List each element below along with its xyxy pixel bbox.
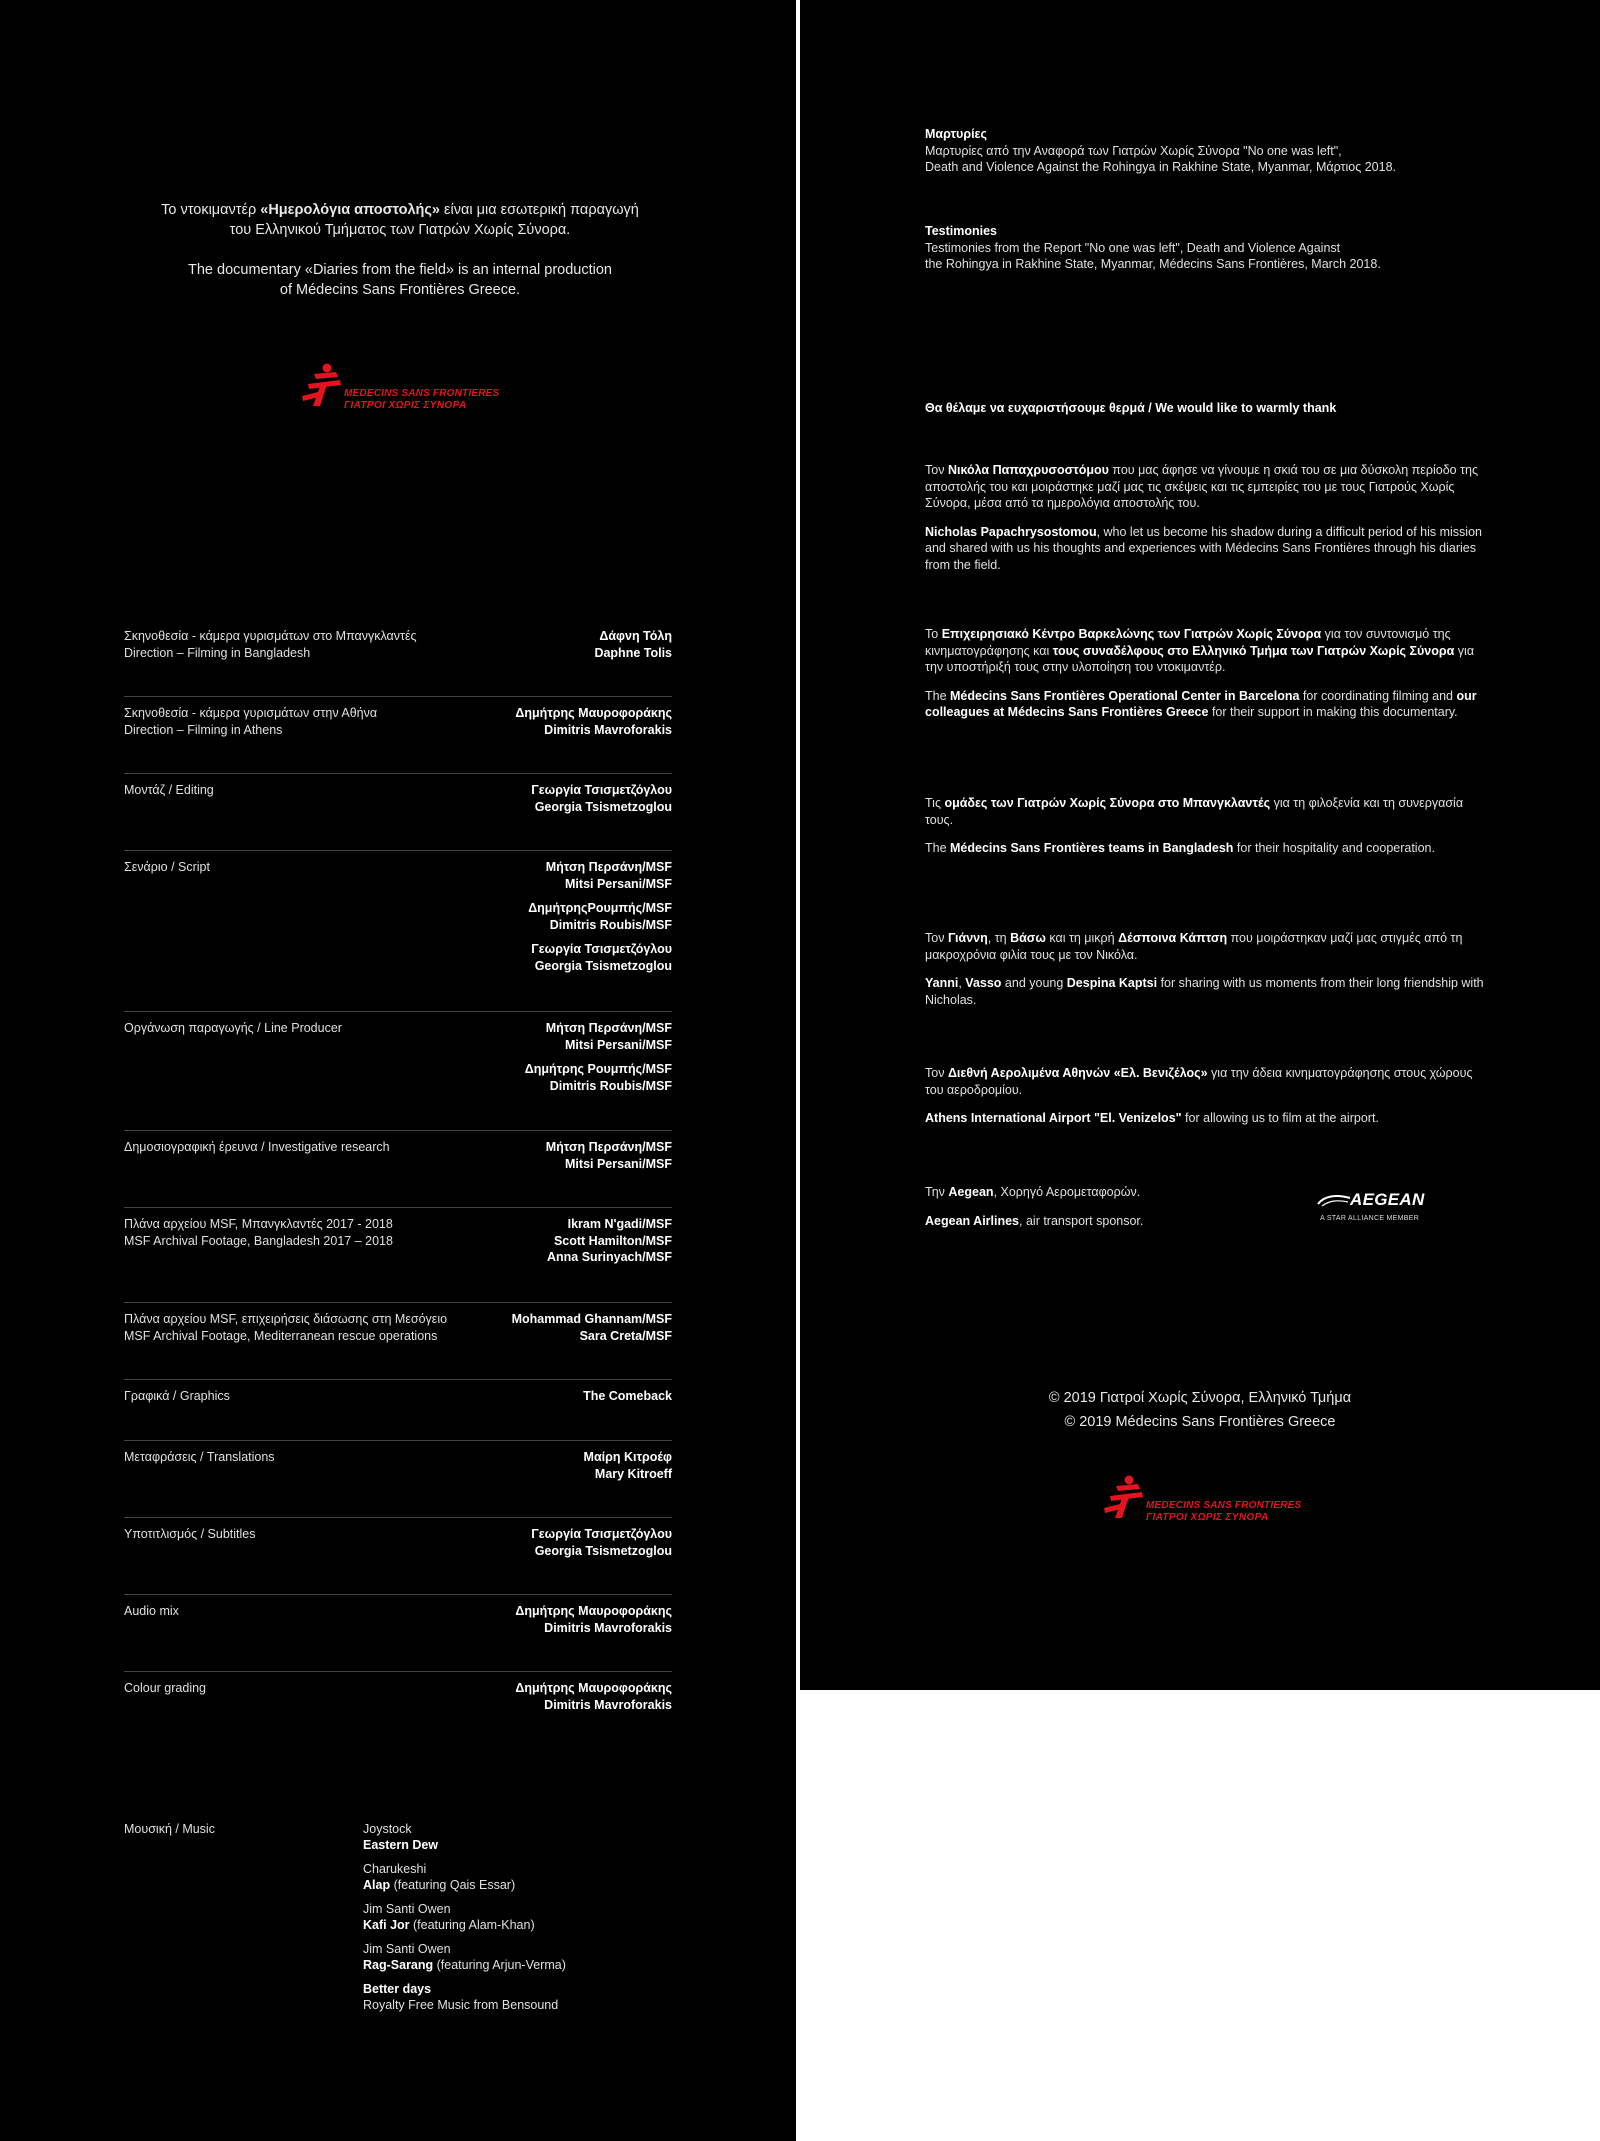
credit-names: Μήτση Περσάνη/MSF Mitsi Persani/MSF [545, 1140, 672, 1171]
credit-row [124, 1208, 672, 1303]
credit-names: Γεωργία Τσισμετζόγλου Georgia Tsismetzoglou [531, 783, 672, 814]
thanks-nicholas: Τον Νικόλα Παπαχρυσοστόμου που μας άφησε να γίνουμε η σκιά του σε μια δύσκολη περίοδο της αποστολής του και μοιράστηκε μαζί μας τις σκέψεις και τις εμπειρίες του με τους Γιατρούς Χωρίς Σύνορα, μέσα από τα ημερολόγια αποστολής του. Nicholas Papachrysostomou, who let us become his shadow during a difficult period of his mission and shared with us his thoughts and experiences with Médecins Sans Frontières through his diaries from the field. [925, 463, 1482, 572]
credit-names: Δημήτρης Μαυροφοράκης Dimitris Mavroforakis [515, 1604, 672, 1635]
music-tracks [363, 1822, 566, 2022]
credit-row [124, 1131, 672, 1208]
credit-row [124, 1441, 672, 1518]
credit-row [124, 620, 672, 697]
msf-logo: MEDECINS SANS FRONTIERES ΓΙΑΤΡΟΙ ΧΩΡΙΣ ΣΥΝΟΡΑ [300, 362, 510, 418]
copyright: © 2019 Γιατροί Χωρίς Σύνορα, Ελληνικό Τμήμα © 2019 Médecins Sans Frontières Greece [1048, 1390, 1352, 1430]
credit-role: Σκηνοθεσία - κάμερα γυρισμάτων στο Μπανγκλαντές Direction – Filming in Bangladesh [124, 629, 417, 660]
intro-english: The documentary «Diaries from the field» is an internal production of Médecins Sans Frontières Greece. [188, 262, 612, 298]
credit-names: Mohammad Ghannam/MSF Sara Creta/MSF [511, 1312, 672, 1343]
music-track: Better days Royalty Free Music from Bensound [363, 1982, 559, 2012]
credit-names: Μαίρη Κιτροέφ Mary Kitroeff [583, 1450, 672, 1481]
thanks-airport: Τον Διεθνή Αερολιμένα Αθηνών «Ελ. Βενιζέλος» για την άδεια κινηματογράφησης στους χώρους του αεροδρομίου. Athens International Airport "El. Venizelos" for allowing us to film at the airport. [925, 1066, 1473, 1125]
thanks-heading: Θα θέλαμε να ευχαριστήσουμε θερμά / We would like to warmly thank [925, 401, 1337, 415]
testimonies-greek: Μαρτυρίες Μαρτυρίες από την Αναφορά των Γιατρών Χωρίς Σύνορα "No one was left", Death and Violence Against the Rohingya in Rakhine State, Myanmar, Μάρτιος 2018. [925, 127, 1397, 174]
credit-role: Σενάριο / Script [124, 860, 210, 874]
credit-row [124, 1012, 672, 1131]
credit-role: Audio mix [124, 1604, 179, 1618]
credit-row [124, 1380, 672, 1441]
credit-names: Μήτση Περσάνη/MSF Mitsi Persani/MSF Δημήτρης Ρουμπής/MSF Dimitris Roubis/MSF [524, 1021, 672, 1093]
credit-names: Δημήτρης Μαυροφοράκης Dimitris Mavroforakis [515, 706, 672, 737]
aegean-logo: AEGEAN A STAR ALLIANCE MEMBER [1316, 1188, 1456, 1230]
credit-role: Μοντάζ / Editing [124, 783, 214, 797]
testimonies-english: Testimonies Testimonies from the Report "No one was left", Death and Violence Against the Rohingya in Rakhine State, Myanmar, Médecins Sans Frontières, March 2018. [925, 224, 1381, 271]
credit-role: Οργάνωση παραγωγής / Line Producer [124, 1021, 342, 1035]
intro-text [120, 200, 680, 320]
credit-role: Πλάνα αρχείου MSF, επιχειρήσεις διάσωσης στη Μεσόγειο MSF Archival Footage, Mediterranean rescue operations [124, 1312, 448, 1343]
credit-role: Πλάνα αρχείου MSF, Μπανγκλαντές 2017 - 2018 MSF Archival Footage, Bangladesh 2017 – 2018 [124, 1217, 393, 1248]
msf-logo-footer: MEDECINS SANS FRONTIERES ΓΙΑΤΡΟΙ ΧΩΡΙΣ ΣΥΝΟΡΑ [1102, 1474, 1312, 1530]
msf-runner-icon [300, 362, 350, 408]
credit-row [124, 1672, 672, 1732]
credits-list [124, 620, 672, 1732]
credit-names: Γεωργία Τσισμετζόγλου Georgia Tsismetzoglou [531, 1527, 672, 1558]
msf-runner-icon [1102, 1474, 1152, 1520]
credit-row [124, 1595, 672, 1672]
music-label: Μουσική / Music [124, 1822, 215, 1836]
intro-greek: Το ντοκιμαντέρ «Ημερολόγια αποστολής» είναι μια εσωτερική παραγωγή του Ελληνικού Τμήματος των Γιατρών Χωρίς Σύνορα. [161, 202, 639, 238]
credit-names: The Comeback [583, 1389, 672, 1403]
music-track: Jim Santi Owen Rag-Sarang (featuring Arjun-Verma) [363, 1942, 566, 1972]
music-track: Jim Santi Owen Kafi Jor (featuring Alam-Khan) [363, 1902, 535, 1932]
credit-names: Δημήτρης Μαυροφοράκης Dimitris Mavroforakis [515, 1681, 672, 1712]
credit-role: Μεταφράσεις / Translations [124, 1450, 275, 1464]
credit-role: Δημοσιογραφική έρευνα / Investigative research [124, 1140, 390, 1154]
credit-role: Colour grading [124, 1681, 206, 1695]
credit-role: Γραφικά / Graphics [124, 1389, 230, 1403]
credit-role: Σκηνοθεσία - κάμερα γυρισμάτων στην Αθήνα Direction – Filming in Athens [124, 706, 378, 737]
thanks-bangladesh-teams: Τις ομάδες των Γιατρών Χωρίς Σύνορα στο Μπανγκλαντές για τη φιλοξενία και τη συνεργασία τους. The Médecins Sans Frontières teams in Bangladesh for their hospitality and cooperation. [925, 796, 1464, 855]
music-track: Charukeshi Alap (featuring Qais Essar) [363, 1862, 516, 1892]
credit-row [124, 697, 672, 774]
credit-row [124, 1303, 672, 1380]
credit-role: Υποτιτλισμός / Subtitles [124, 1527, 256, 1541]
credit-row [124, 774, 672, 851]
credit-row [124, 1518, 672, 1595]
thanks-family: Τον Γιάννη, τη Βάσω και τη μικρή Δέσποινα Κάπτση που μοιράστηκαν μαζί μας στιγμές από τη μακροχρόνια φιλία τους με τον Νικόλα. Yanni, Vasso and young Despina Kaptsi for sharing with us moments from their long friendship with Nicholas. [925, 931, 1484, 1007]
thanks-aegean: Την Aegean, Χορηγό Αερομεταφορών. Aegean Airlines, air transport sponsor. [925, 1185, 1144, 1228]
credit-row [124, 851, 672, 1012]
music-track: Joystock Eastern Dew [363, 1822, 439, 1852]
aegean-swirl-icon [1316, 1194, 1352, 1208]
thanks-barcelona: Το Επιχειρησιακό Κέντρο Βαρκελώνης των Γιατρών Χωρίς Σύνορα για τον συντονισμό της κινηματογράφησης και τους συναδέλφους στο Ελληνικό Τμήμα των Γιατρών Χωρίς Σύνορα για την υποστήριξή τους στην υλοποίηση του ντοκιμαντέρ. The Médecins Sans Frontières Operational Center in Barcelona for coordinating filming and our colleagues at Médecins Sans Frontières Greece for their support in making this documentary. [925, 627, 1477, 719]
credit-names: Δάφνη Τόλη Daphne Tolis [594, 629, 672, 660]
credit-names: Ikram N'gadi/MSF Scott Hamilton/MSF Anna Surinyach/MSF [546, 1217, 672, 1264]
credit-names: Μήτση Περσάνη/MSF Mitsi Persani/MSF ΔημήτρηςΡουμπής/MSF Dimitris Roubis/MSF Γεωργία Τσισμετζόγλου Georgia Tsismetzoglou [528, 860, 672, 973]
